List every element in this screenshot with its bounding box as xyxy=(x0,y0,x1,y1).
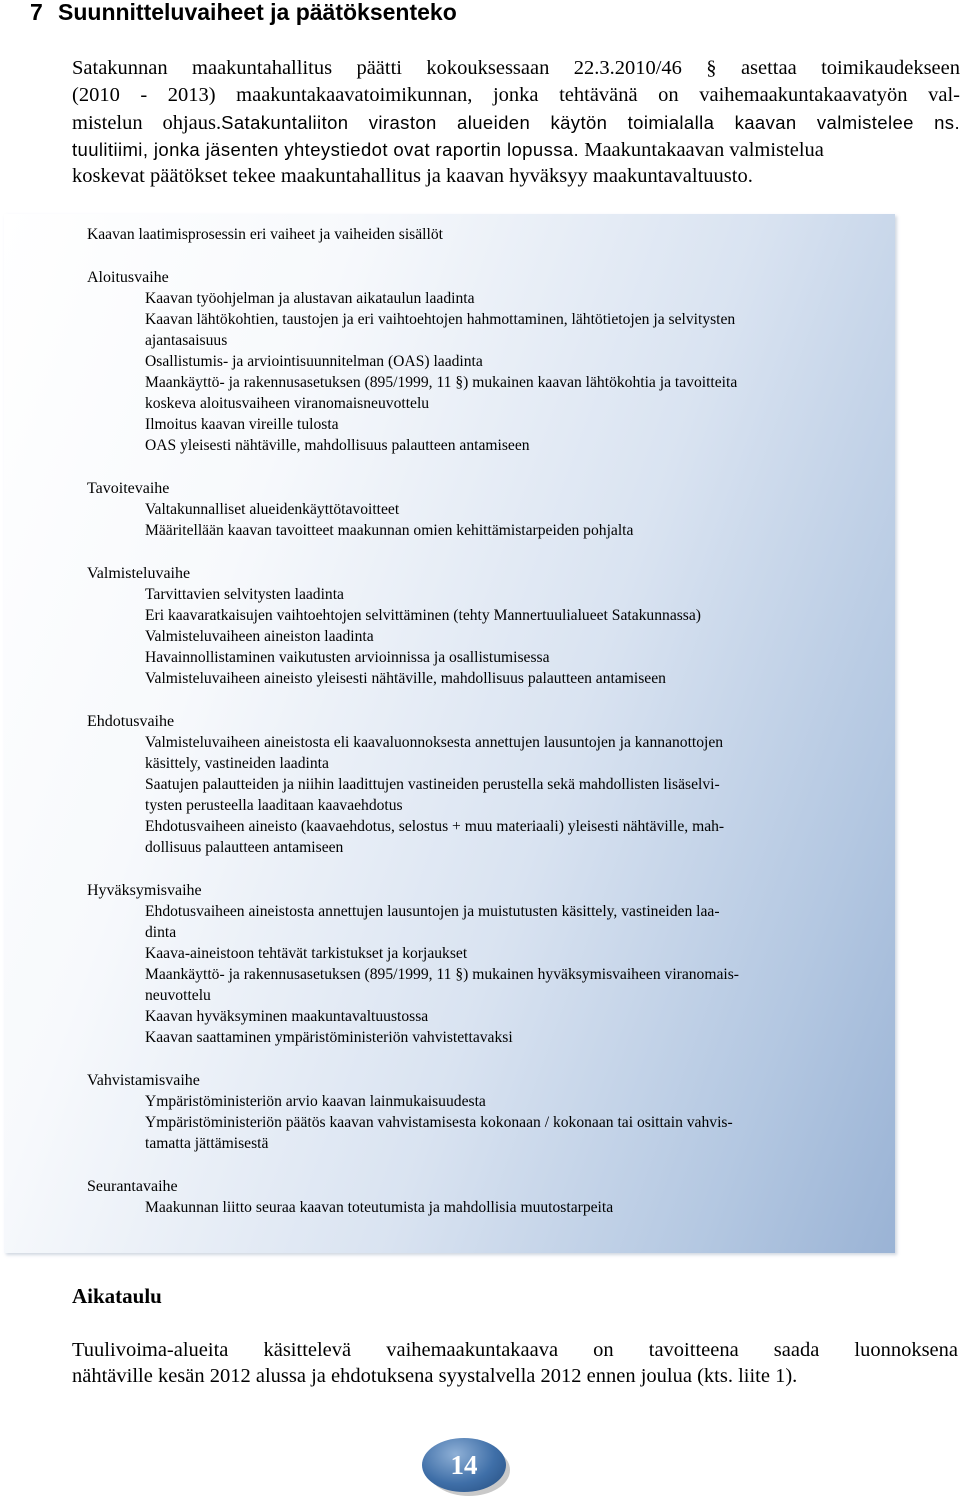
phase-item-line: Kaava-aineistoon tehtävät tarkistukset ja korjaukset xyxy=(145,945,468,962)
phase-item-line: Saatujen palautteiden ja niihin laadittujen vastineiden perustella sekä mahdollisten lisäselvi- xyxy=(145,776,720,793)
phase-heading: Tavoitevaihe xyxy=(87,480,170,497)
phase-item-line: koskeva aloitusvaiheen viranomaisneuvottelu xyxy=(145,395,430,412)
schedule-paragraph xyxy=(72,1337,958,1389)
phase-item-line: Kaavan hyväksyminen maakuntavaltuustossa xyxy=(145,1008,429,1025)
phase-item-line: dinta xyxy=(145,924,177,941)
phase-heading: Vahvistamisvaihe xyxy=(87,1072,200,1089)
process-phases-box xyxy=(4,214,895,1253)
phase-item-line: Valmisteluvaiheen aineistosta eli kaavaluonnoksesta annettujen lausuntojen ja kannanottojen xyxy=(145,734,724,751)
phase-item-line: Kaavan lähtökohtien, taustojen ja eri vaihtoehtojen hahmottaminen, lähtötietojen ja selvitysten xyxy=(145,311,736,328)
phase-item-line: Tarvittavien selvitysten laadinta xyxy=(145,586,344,603)
phase-heading: Aloitusvaihe xyxy=(87,269,169,286)
phase-item-line: Maankäyttö- ja rakennusasetuksen (895/1999, 11 §) mukainen hyväksymisvaiheen viranomais- xyxy=(145,966,740,983)
phase-item-line: tysten perusteella laaditaan kaavaehdotus xyxy=(145,797,403,814)
phase-item-line: Määritellään kaavan tavoitteet maakunnan omien kehittämistarpeiden pohjalta xyxy=(145,522,634,539)
box-title: Kaavan laatimisprosessin eri vaiheet ja vaiheiden sisällöt xyxy=(87,226,443,243)
schedule-heading: Aikataulu xyxy=(72,1284,162,1308)
phase-item-line: Ympäristöministeriön arvio kaavan lainmukaisuudesta xyxy=(145,1093,486,1110)
intro-line: Satakunnan maakuntahallitus päätti kokouksessaan 22.3.2010/46 § asettaa toimikaudekseen xyxy=(72,57,960,79)
phase-item-line: OAS yleisesti nähtäville, mahdollisuus palautteen antamiseen xyxy=(145,437,530,454)
phase-item-line: Ympäristöministeriön päätös kaavan vahvistamisesta kokonaan / kokonaan tai osittain vahvis- xyxy=(145,1114,733,1131)
page-number-badge xyxy=(422,1436,510,1498)
phase-item-line: Kaavan työohjelman ja alustavan aikataulun laadinta xyxy=(145,290,475,307)
phase-item-line: neuvottelu xyxy=(145,987,211,1004)
schedule-line: nähtäville kesän 2012 alussa ja ehdotuksena syystalvella 2012 ennen joulua (kts. liite 1). xyxy=(72,1365,798,1387)
phase-item-line: tamatta jättämisestä xyxy=(145,1135,269,1152)
phase-item-line: Valmisteluvaiheen aineiston laadinta xyxy=(145,628,374,645)
section-number: 7 xyxy=(30,0,43,25)
phase-heading: Seurantavaihe xyxy=(87,1178,178,1195)
intro-line: koskevat päätökset tekee maakuntahallitus ja kaavan hyväksyy maakuntavaltuusto. xyxy=(72,165,753,187)
phase-item-line: Maakunnan liitto seuraa kaavan toteutumista ja mahdollisia muutostarpeita xyxy=(145,1199,614,1216)
intro-line: (2010 - 2013) maakuntakaavatoimikunnan, jonka tehtävänä on vaihemaakuntakaavatyön val- xyxy=(72,84,960,106)
phase-item-line: dollisuus palautteen antamiseen xyxy=(145,839,344,856)
phase-item-line: Ilmoitus kaavan vireille tulosta xyxy=(145,416,339,433)
phase-item-line: Kaavan saattaminen ympäristöministeriön vahvistettavaksi xyxy=(145,1029,513,1046)
intro-line: mistelun ohjaus.Satakuntaliiton viraston alueiden käytön toimialalla kaavan valmistelee ns. xyxy=(72,112,960,134)
phase-item-line: Osallistumis- ja arviointisuunnitelman (OAS) laadinta xyxy=(145,353,483,370)
phase-heading: Valmisteluvaihe xyxy=(87,565,191,582)
intro-line: tuulitiimi, jonka jäsenten yhteystiedot ovat raportin lopussa. Maakuntakaavan valmistelua xyxy=(72,139,824,161)
phase-item-line: Valmisteluvaiheen aineisto yleisesti nähtäville, mahdollisuus palautteen antamiseen xyxy=(145,670,666,687)
phase-item-line: Havainnollistaminen vaikutusten arvioinnissa ja osallistumisessa xyxy=(145,649,550,666)
page-number: 14 xyxy=(450,1450,478,1480)
phase-heading: Hyväksymisvaihe xyxy=(87,882,202,899)
phase-item-line: Valtakunnalliset alueidenkäyttötavoitteet xyxy=(145,501,400,518)
phase-item-line: Eri kaavaratkaisujen vaihtoehtojen selvittäminen (tehty Mannertuulialueet Satakunnassa) xyxy=(145,607,701,624)
schedule-line: Tuulivoima-alueita käsittelevä vaihemaakuntakaava on tavoitteena saada luonnoksena xyxy=(72,1339,958,1361)
phase-item-line: Maankäyttö- ja rakennusasetuksen (895/1999, 11 §) mukainen kaavan lähtökohtia ja tavoitteita xyxy=(145,374,738,391)
phase-item-line: Ehdotusvaiheen aineistosta annettujen lausuntojen ja muistutusten käsittely, vastineiden laa- xyxy=(145,903,720,920)
phase-heading: Ehdotusvaihe xyxy=(87,713,175,730)
phase-item-line: Ehdotusvaiheen aineisto (kaavaehdotus, selostus + muu materiaali) yleisesti nähtäville, mah- xyxy=(145,818,725,835)
intro-paragraph xyxy=(72,55,960,190)
phase-item-line: käsittely, vastineiden laadinta xyxy=(145,755,329,772)
section-title: Suunnitteluvaiheet ja päätöksenteko xyxy=(58,0,457,25)
phase-item-line: ajantasaisuus xyxy=(145,332,228,349)
